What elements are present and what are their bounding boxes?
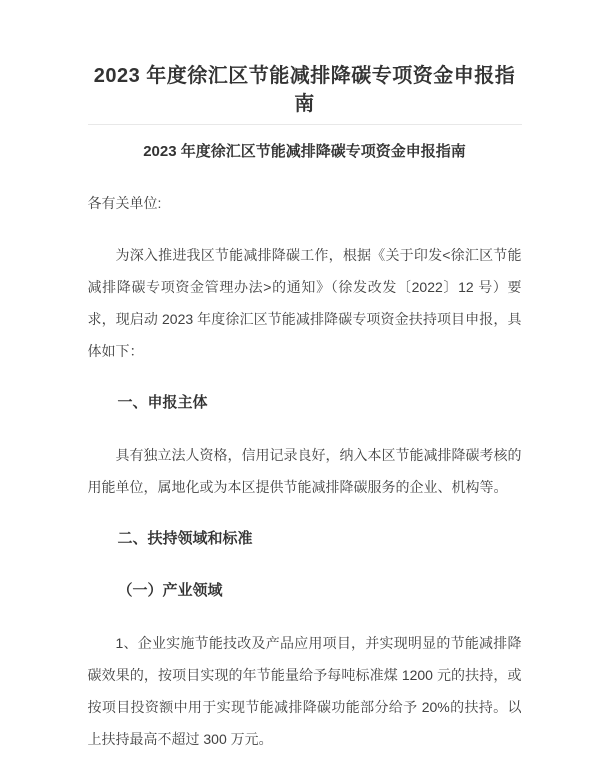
salutation: 各有关单位:: [87, 195, 162, 211]
document-subtitle: 2023 年度徐汇区节能减排降碳专项资金申报指南: [143, 143, 466, 160]
section-2-heading: 二、扶持领域和标准: [117, 530, 253, 547]
section-1-heading: 一、申报主体: [117, 394, 208, 411]
document-content: [88, 0, 522, 755]
section-2-sub-1-heading: （一）产业领域: [117, 582, 223, 599]
document-title: 2023 年度徐汇区节能减排降碳专项资金申报指南: [88, 62, 522, 125]
section-1-body: 具有独立法人资格，信用记录良好，纳入本区节能减排降碳考核的用能单位，属地化或为本区提供节能减排降碳服务的企业、机构等。: [87, 447, 522, 495]
section-2-sub-1-item-1: 1、企业实施节能技改及产品应用项目，并实现明显的节能减排降碳效果的，按项目实现的年节能量给予每吨标准煤 1200 元的扶持，或按项目投资额中用于实现节能减排降碳功能部分给予 20%的扶持。以上扶持最高不超过 300 万元。: [87, 635, 522, 747]
intro-paragraph: 为深入推进我区节能减排降碳工作，根据《关于印发<徐汇区节能减排降碳专项资金管理办法>的通知》（徐发改发〔2022〕12 号）要求，现启动 2023 年度徐汇区节能减排降碳专项资金扶持项目申报，具体如下：: [87, 247, 522, 359]
